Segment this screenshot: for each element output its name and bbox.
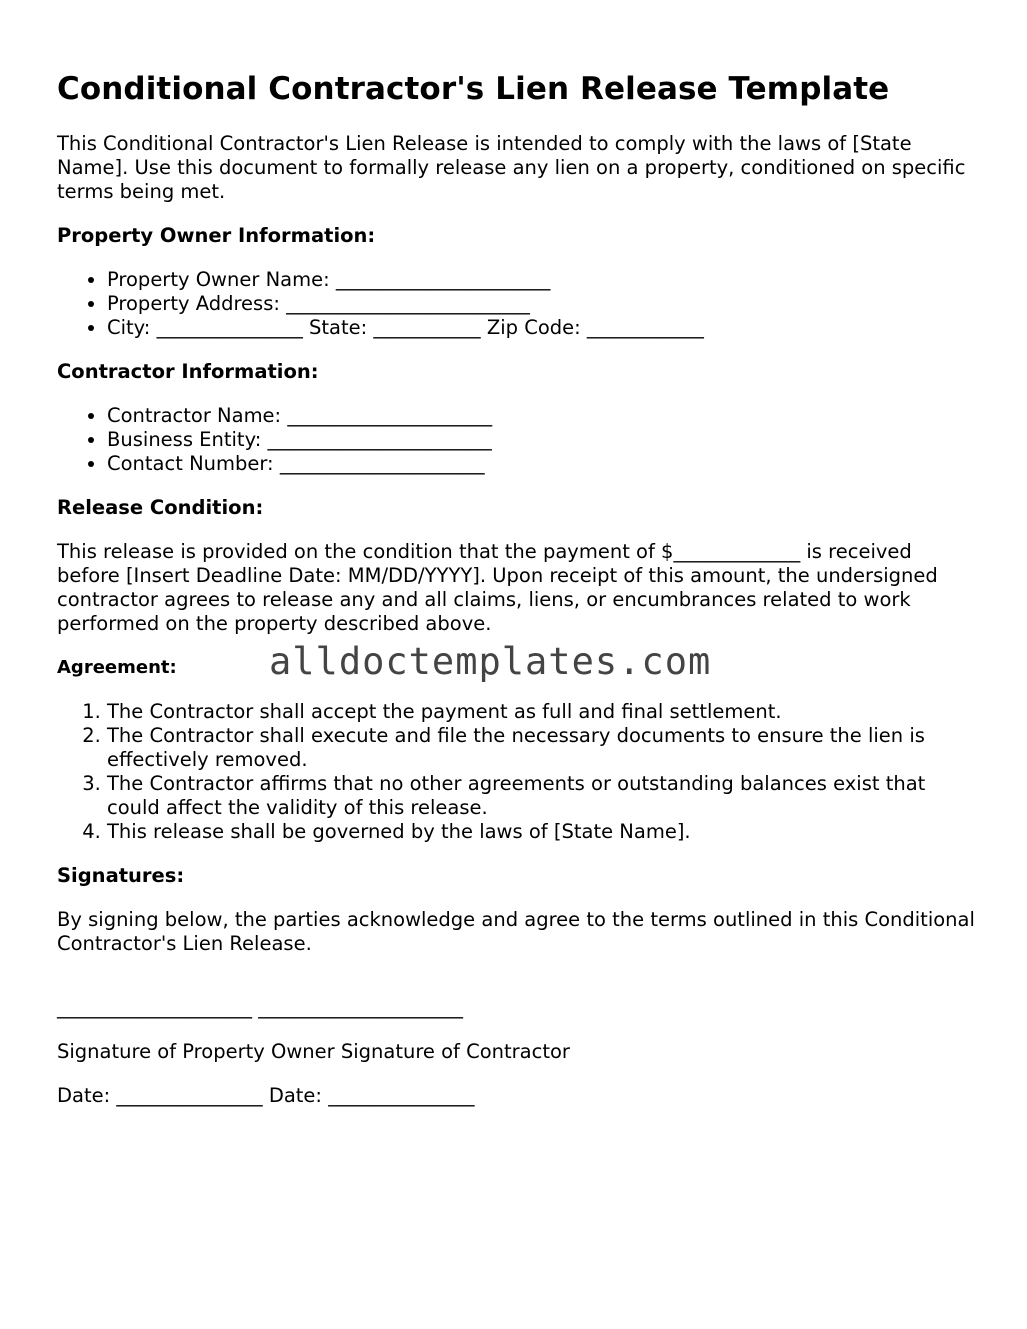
agreement-list <box>57 700 977 844</box>
release-condition-heading: Release Condition: <box>57 496 264 519</box>
watermark: alldoctemplates.com <box>269 640 712 683</box>
document-title: Conditional Contractor's Lien Release Template <box>57 71 890 107</box>
contractor-name-field: • Contractor Name: _____________________ <box>107 404 977 428</box>
intro-paragraph: This Conditional Contractor's Lien Release is intended to comply with the laws of [State Name]. Use this document to formally release any lien on a property, conditioned on specific terms being met. <box>57 132 966 203</box>
agreement-item: 3. The Contractor affirms that no other agreements or outstanding balances exist that could affect the validity of this release. <box>107 772 977 820</box>
agreement-item: 4. This release shall be governed by the laws of [State Name]. <box>107 820 977 844</box>
owner-list <box>57 268 977 340</box>
release-condition-text: This release is provided on the condition that the payment of $_____________ is received before [Insert Deadline Date: MM/DD/YYYY]. Upon receipt of this amount, the undersigned contractor agrees to release any and all claims, liens, or encumbrances related to work performed on the property described above. <box>57 540 938 635</box>
agreement-heading-row <box>57 640 977 683</box>
agreement-item: 2. The Contractor shall execute and file the necessary documents to ensure the lien is effectively removed. <box>107 724 977 772</box>
signatures-text: By signing below, the parties acknowledge and agree to the terms outlined in this Conditional Contractor's Lien Release. <box>57 908 975 955</box>
agreement-item: 1. The Contractor shall accept the payment as full and final settlement. <box>107 700 977 724</box>
owner-heading: Property Owner Information: <box>57 224 376 247</box>
document-page <box>57 70 977 1128</box>
owner-city-state-zip-field: • City: _______________ State: ___________ Zip Code: ____________ <box>107 316 977 340</box>
business-entity-field: • Business Entity: _______________________ <box>107 428 977 452</box>
contact-number-field: • Contact Number: _____________________ <box>107 452 977 476</box>
agreement-heading: Agreement: <box>57 657 177 678</box>
owner-name-field: • Property Owner Name: ______________________ <box>107 268 977 292</box>
date-lines: Date: _______________ Date: _______________ <box>57 1084 475 1107</box>
contractor-list <box>57 404 977 476</box>
contractor-heading: Contractor Information: <box>57 360 319 383</box>
owner-address-field: • Property Address: _________________________ <box>107 292 977 316</box>
signature-lines: ____________________ _____________________ <box>57 996 463 1019</box>
signature-labels: Signature of Property Owner Signature of Contractor <box>57 1040 570 1063</box>
signatures-heading: Signatures: <box>57 864 185 887</box>
